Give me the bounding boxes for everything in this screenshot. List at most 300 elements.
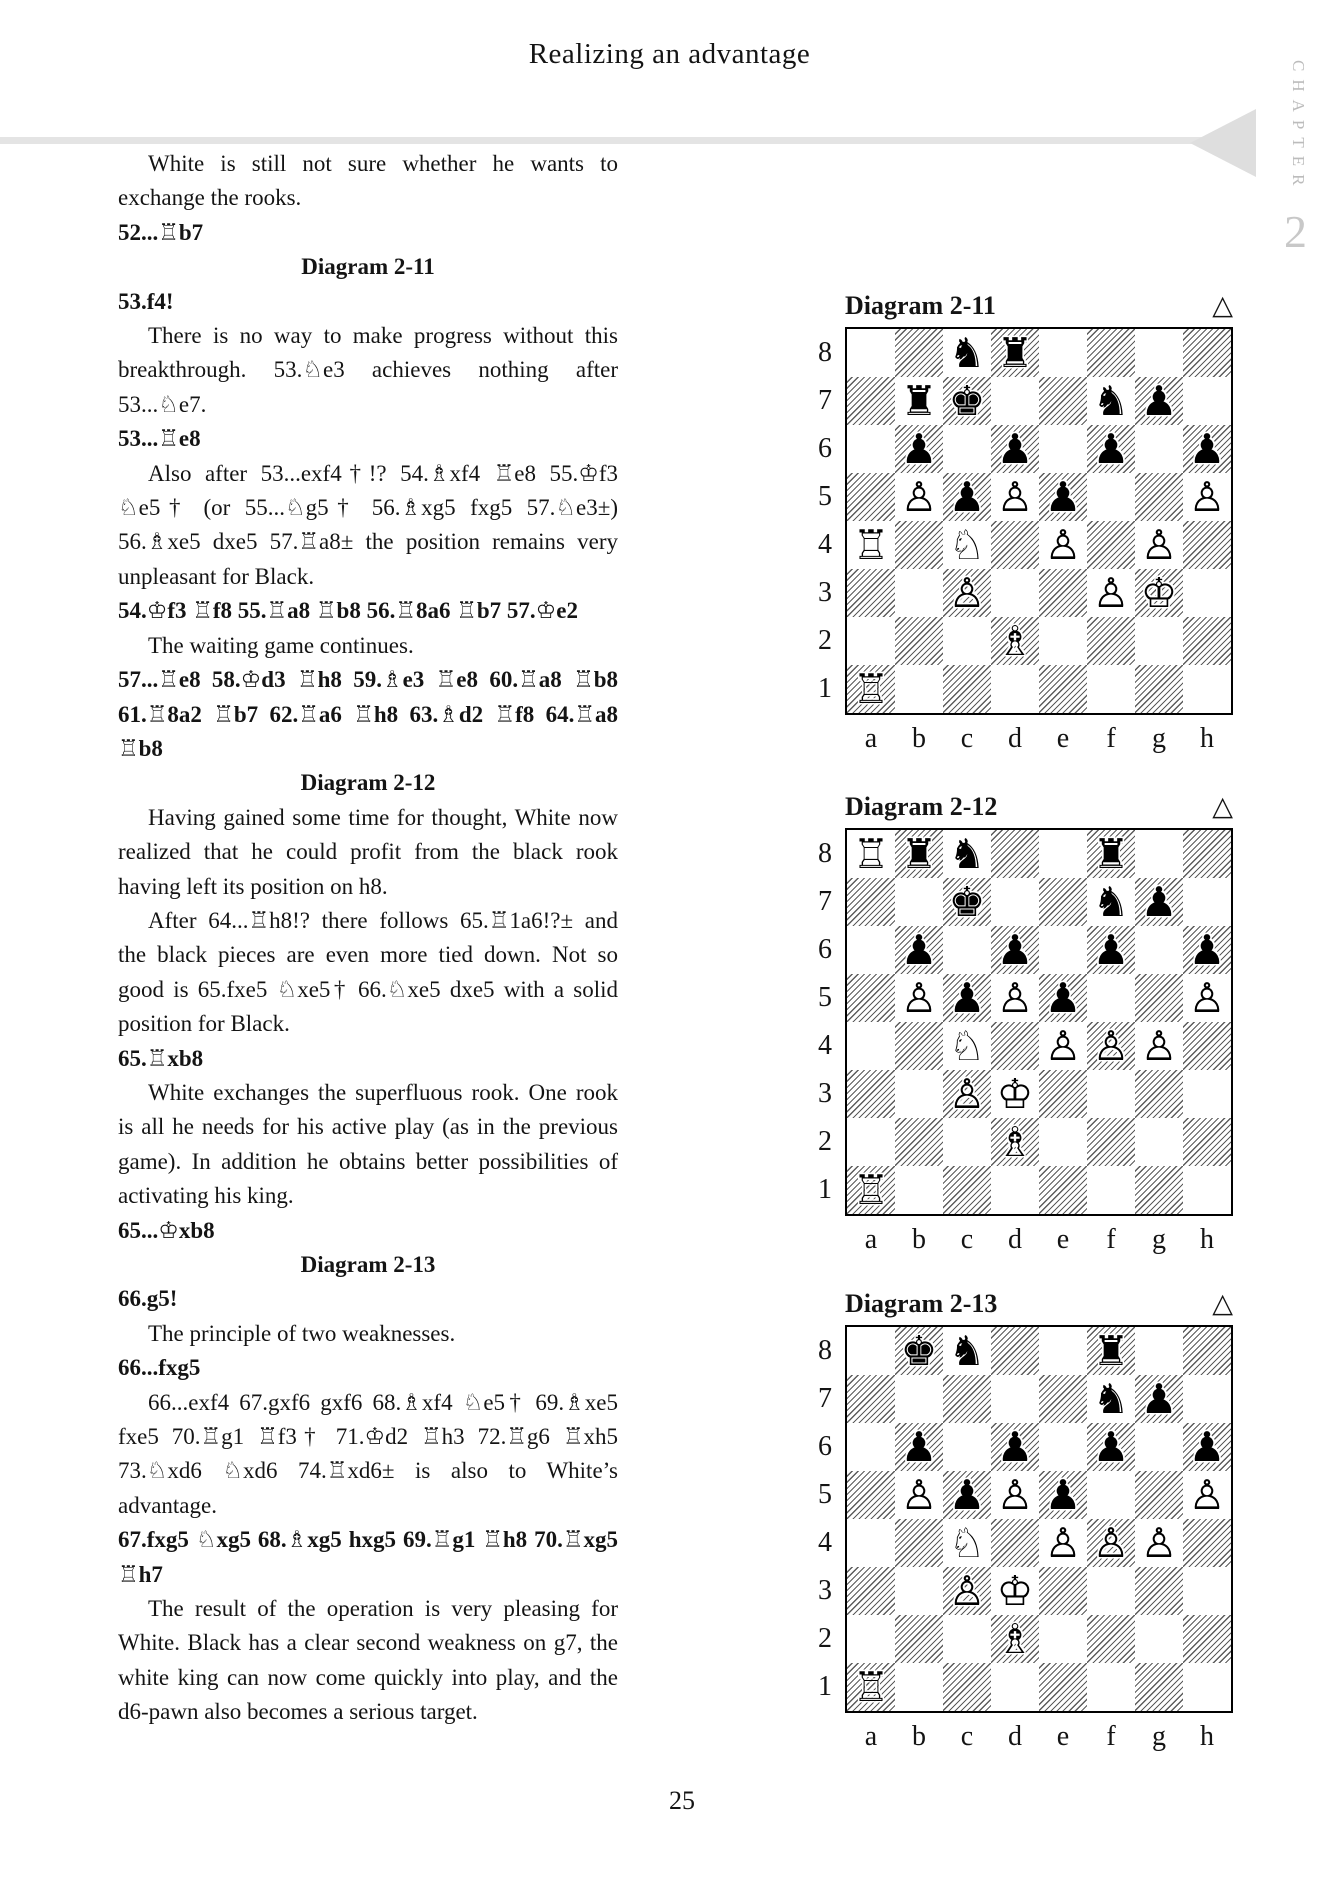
square-g6	[1135, 1423, 1183, 1471]
page-number: 25	[669, 1786, 695, 1815]
square-f1	[1087, 665, 1135, 713]
square-g5	[1135, 473, 1183, 521]
square-h6	[1183, 425, 1231, 473]
square-d4	[991, 1022, 1039, 1070]
square-h6	[1183, 1423, 1231, 1471]
square-b4	[895, 1022, 943, 1070]
white-rook-icon: ♖	[852, 1165, 890, 1214]
square-h2	[1183, 1615, 1231, 1663]
square-e2	[1039, 1118, 1087, 1166]
move-line: 53.f4!	[118, 288, 174, 314]
file-label: f	[1106, 723, 1116, 754]
paragraph: White is still not sure whether he wants to exchange the rooks.	[118, 151, 618, 211]
black-pawn-icon: ♟	[1140, 376, 1178, 425]
square-b2	[895, 1615, 943, 1663]
square-c3	[943, 1070, 991, 1118]
square-d2	[991, 617, 1039, 665]
black-pawn-icon: ♟	[900, 1422, 938, 1471]
square-h4	[1183, 521, 1231, 569]
square-e8	[1039, 1327, 1087, 1375]
square-b8	[895, 830, 943, 878]
black-pawn-icon: ♟	[1140, 1374, 1178, 1423]
file-label: c	[960, 723, 974, 754]
square-a3	[847, 1070, 895, 1118]
square-a2	[847, 1118, 895, 1166]
square-b5	[895, 1471, 943, 1519]
square-b6	[895, 425, 943, 473]
square-b8	[895, 329, 943, 377]
rank-labels	[811, 329, 839, 713]
square-c7	[943, 377, 991, 425]
square-g6	[1135, 926, 1183, 974]
square-e2	[1039, 1615, 1087, 1663]
square-g4	[1135, 1022, 1183, 1070]
square-g8	[1135, 329, 1183, 377]
square-h3	[1183, 1567, 1231, 1615]
paragraph: Having gained some time for thought, White now realized that he could profit from the black rook having left its position on h8.	[118, 804, 618, 899]
white-rook-icon: ♖	[852, 520, 890, 569]
square-e7	[1039, 377, 1087, 425]
square-f2	[1087, 1615, 1135, 1663]
square-h1	[1183, 1166, 1231, 1214]
file-label: e	[1056, 723, 1070, 754]
square-e7	[1039, 1375, 1087, 1423]
black-pawn-icon: ♟	[948, 973, 986, 1022]
page-header-title: Realizing an advantage	[528, 38, 811, 70]
black-knight-icon: ♞	[948, 328, 986, 377]
square-e6	[1039, 1423, 1087, 1471]
chess-diagram	[818, 784, 1233, 1256]
rank-label: 1	[818, 1174, 832, 1205]
black-king-icon: ♚	[948, 376, 986, 425]
square-b4	[895, 521, 943, 569]
square-c1	[943, 1663, 991, 1711]
file-label: h	[1200, 1224, 1214, 1255]
rank-labels	[811, 1327, 839, 1711]
white-knight-icon: ♘	[948, 1518, 986, 1567]
diagram-header	[845, 283, 1233, 321]
square-e4	[1039, 521, 1087, 569]
square-a5	[847, 1471, 895, 1519]
square-c4	[943, 1519, 991, 1567]
white-pawn-icon: ♙	[1140, 520, 1178, 569]
square-a6	[847, 926, 895, 974]
square-c7	[943, 1375, 991, 1423]
board-wrap	[818, 327, 1233, 755]
rank-label: 8	[818, 1335, 832, 1366]
rank-label: 1	[818, 673, 832, 704]
move-line: 65.♖xb8	[118, 1045, 204, 1071]
black-king-icon: ♚	[948, 877, 986, 926]
square-a1	[847, 1166, 895, 1214]
square-c8	[943, 1327, 991, 1375]
square-c7	[943, 878, 991, 926]
file-label: e	[1056, 1224, 1070, 1255]
square-a6	[847, 1423, 895, 1471]
square-d6	[991, 926, 1039, 974]
square-a3	[847, 1567, 895, 1615]
square-d4	[991, 521, 1039, 569]
square-g3	[1135, 1567, 1183, 1615]
square-h5	[1183, 1471, 1231, 1519]
square-a5	[847, 974, 895, 1022]
square-g7	[1135, 377, 1183, 425]
square-f6	[1087, 425, 1135, 473]
white-pawn-icon: ♙	[948, 568, 986, 617]
square-e1	[1039, 665, 1087, 713]
square-a6	[847, 425, 895, 473]
square-g8	[1135, 1327, 1183, 1375]
file-label: g	[1152, 1721, 1166, 1752]
black-king-icon: ♚	[900, 1326, 938, 1375]
paragraph: The waiting game continues.	[148, 632, 414, 658]
square-f3	[1087, 569, 1135, 617]
white-pawn-icon: ♙	[1188, 1470, 1226, 1519]
square-d3	[991, 1567, 1039, 1615]
square-d1	[991, 1663, 1039, 1711]
square-g5	[1135, 974, 1183, 1022]
file-label: g	[1152, 1224, 1166, 1255]
square-a7	[847, 878, 895, 926]
rank-label: 1	[818, 1671, 832, 1702]
chapter-arrow-icon	[1190, 109, 1256, 177]
white-pawn-icon: ♙	[900, 1470, 938, 1519]
square-c1	[943, 1166, 991, 1214]
black-pawn-icon: ♟	[1140, 877, 1178, 926]
square-c6	[943, 425, 991, 473]
square-f3	[1087, 1070, 1135, 1118]
square-e3	[1039, 1567, 1087, 1615]
rank-label: 2	[818, 625, 832, 656]
square-a1	[847, 665, 895, 713]
diagram-caption: Diagram 2-13	[300, 1252, 436, 1277]
white-to-move-icon: △	[1212, 290, 1233, 322]
move-line: 66...fxg5	[118, 1355, 201, 1381]
white-king-icon: ♔	[996, 1566, 1034, 1615]
square-a2	[847, 617, 895, 665]
rank-label: 2	[818, 1623, 832, 1654]
rank-label: 7	[818, 1383, 832, 1414]
black-pawn-icon: ♟	[1044, 973, 1082, 1022]
square-h6	[1183, 926, 1231, 974]
square-f1	[1087, 1166, 1135, 1214]
rank-label: 3	[818, 1078, 832, 1109]
white-pawn-icon: ♙	[1092, 1021, 1130, 1070]
white-bishop-icon: ♗	[996, 1117, 1034, 1166]
square-c3	[943, 1567, 991, 1615]
square-h5	[1183, 473, 1231, 521]
square-f7	[1087, 878, 1135, 926]
rank-label: 7	[818, 385, 832, 416]
diagram-title: Diagram 2-13	[845, 1289, 998, 1318]
square-a4	[847, 521, 895, 569]
paragraph: After 64...♖h8!? there follows 65.♖1a6!?± and the black pieces are even more tied down. Not so good is 65.fxe5 ♘xe5† 66.♘xe5 dxe5 with a solid position for Black.	[118, 907, 618, 1037]
paragraph: White exchanges the superfluous rook. One rook is all he needs for his active play (as in the previous game). In addition he obtains better possibilities of activating his king.	[118, 1079, 618, 1209]
file-label: d	[1008, 1224, 1022, 1255]
square-a1	[847, 1663, 895, 1711]
square-h1	[1183, 665, 1231, 713]
white-pawn-icon: ♙	[996, 472, 1034, 521]
square-b3	[895, 1070, 943, 1118]
chess-diagram	[818, 283, 1233, 755]
rank-labels	[811, 830, 839, 1214]
square-g1	[1135, 1663, 1183, 1711]
square-b4	[895, 1519, 943, 1567]
square-b2	[895, 617, 943, 665]
square-b5	[895, 974, 943, 1022]
move-line: 66.g5!	[118, 1286, 178, 1312]
move-line: 65...♔xb8	[118, 1217, 215, 1243]
square-d8	[991, 830, 1039, 878]
square-c4	[943, 521, 991, 569]
square-h1	[1183, 1663, 1231, 1711]
square-f4	[1087, 1519, 1135, 1567]
square-e8	[1039, 329, 1087, 377]
black-pawn-icon: ♟	[1044, 1470, 1082, 1519]
square-c5	[943, 473, 991, 521]
white-pawn-icon: ♙	[1044, 520, 1082, 569]
rank-label: 8	[818, 838, 832, 869]
square-h2	[1183, 1118, 1231, 1166]
black-rook-icon: ♜	[900, 376, 938, 425]
black-pawn-icon: ♟	[948, 472, 986, 521]
square-d7	[991, 377, 1039, 425]
square-d2	[991, 1118, 1039, 1166]
square-b3	[895, 1567, 943, 1615]
rank-label: 6	[818, 934, 832, 965]
square-h8	[1183, 329, 1231, 377]
square-h3	[1183, 1070, 1231, 1118]
black-knight-icon: ♞	[1092, 376, 1130, 425]
white-pawn-icon: ♙	[948, 1069, 986, 1118]
file-label: a	[864, 723, 878, 754]
white-bishop-icon: ♗	[996, 1614, 1034, 1663]
paragraph: Also after 53...exf4†!? 54.♗xf4 ♖e8 55.♔f3 ♘e5† (or 55...♘g5† 56.♗xg5 fxg5 57.♘e3±) 56.♗xe5 dxe5 57.♖a8± the position remains very unpleasant for Black.	[118, 460, 618, 589]
square-e2	[1039, 617, 1087, 665]
square-b1	[895, 1166, 943, 1214]
file-label: a	[864, 1224, 878, 1255]
square-c5	[943, 1471, 991, 1519]
white-bishop-icon: ♗	[996, 616, 1034, 665]
board-wrap	[818, 828, 1233, 1256]
square-d6	[991, 1423, 1039, 1471]
rank-label: 7	[818, 886, 832, 917]
square-f8	[1087, 830, 1135, 878]
square-c4	[943, 1022, 991, 1070]
rank-label: 6	[818, 1431, 832, 1462]
black-rook-icon: ♜	[996, 328, 1034, 377]
black-rook-icon: ♜	[1092, 1326, 1130, 1375]
square-e3	[1039, 1070, 1087, 1118]
black-pawn-icon: ♟	[1188, 925, 1226, 974]
black-pawn-icon: ♟	[948, 1470, 986, 1519]
rank-label: 6	[818, 433, 832, 464]
square-d4	[991, 1519, 1039, 1567]
square-g2	[1135, 1118, 1183, 1166]
black-pawn-icon: ♟	[900, 925, 938, 974]
white-pawn-icon: ♙	[948, 1566, 986, 1615]
square-c8	[943, 830, 991, 878]
square-f5	[1087, 974, 1135, 1022]
square-a2	[847, 1615, 895, 1663]
white-pawn-icon: ♙	[900, 973, 938, 1022]
move-line: 54.♔f3 ♖f8 55.♖a8 ♖b8 56.♖8a6 ♖b7 57.♔e2	[118, 598, 578, 624]
square-e7	[1039, 878, 1087, 926]
square-b5	[895, 473, 943, 521]
square-f1	[1087, 1663, 1135, 1711]
white-rook-icon: ♖	[852, 829, 890, 878]
square-c6	[943, 926, 991, 974]
paragraph: 66...exf4 67.gxf6 gxf6 68.♗xf4 ♘e5† 69.♗xe5 fxe5 70.♖g1 ♖f3† 71.♔d2 ♖h3 72.♖g6 ♖xh5 73.♘xd6 ♘xd6 74.♖xd6± is also to White’s advantage.	[118, 1389, 618, 1518]
square-f3	[1087, 1567, 1135, 1615]
square-h7	[1183, 878, 1231, 926]
square-g1	[1135, 1166, 1183, 1214]
white-pawn-icon: ♙	[1188, 973, 1226, 1022]
black-pawn-icon: ♟	[1092, 1422, 1130, 1471]
square-a4	[847, 1519, 895, 1567]
white-to-move-icon: △	[1212, 791, 1233, 823]
file-labels	[847, 1224, 1231, 1256]
square-b7	[895, 1375, 943, 1423]
square-f6	[1087, 1423, 1135, 1471]
file-label: g	[1152, 723, 1166, 754]
rank-label: 2	[818, 1126, 832, 1157]
square-b1	[895, 665, 943, 713]
square-h4	[1183, 1519, 1231, 1567]
black-knight-icon: ♞	[1092, 877, 1130, 926]
square-e4	[1039, 1519, 1087, 1567]
white-pawn-icon: ♙	[1092, 1518, 1130, 1567]
rank-label: 8	[818, 337, 832, 368]
square-e5	[1039, 473, 1087, 521]
square-b2	[895, 1118, 943, 1166]
white-king-icon: ♔	[996, 1069, 1034, 1118]
square-f6	[1087, 926, 1135, 974]
square-a8	[847, 329, 895, 377]
square-d3	[991, 1070, 1039, 1118]
white-pawn-icon: ♙	[1044, 1021, 1082, 1070]
black-pawn-icon: ♟	[1092, 925, 1130, 974]
square-f4	[1087, 521, 1135, 569]
file-label: b	[912, 1224, 926, 1255]
white-pawn-icon: ♙	[900, 472, 938, 521]
square-b7	[895, 377, 943, 425]
rank-label: 4	[818, 1030, 832, 1061]
square-h2	[1183, 617, 1231, 665]
square-e6	[1039, 425, 1087, 473]
square-d3	[991, 569, 1039, 617]
square-b6	[895, 1423, 943, 1471]
diagram-title: Diagram 2-12	[845, 792, 998, 821]
white-pawn-icon: ♙	[1044, 1518, 1082, 1567]
square-h3	[1183, 569, 1231, 617]
square-e5	[1039, 1471, 1087, 1519]
square-h7	[1183, 377, 1231, 425]
diagram-header	[845, 784, 1233, 822]
square-f8	[1087, 1327, 1135, 1375]
square-f4	[1087, 1022, 1135, 1070]
square-a5	[847, 473, 895, 521]
rank-label: 4	[818, 1527, 832, 1558]
square-c2	[943, 1118, 991, 1166]
white-pawn-icon: ♙	[1188, 472, 1226, 521]
file-label: c	[960, 1224, 974, 1255]
text-column	[118, 147, 618, 1730]
black-pawn-icon: ♟	[1092, 424, 1130, 473]
square-f8	[1087, 329, 1135, 377]
move-line: 52...♖b7	[118, 219, 204, 245]
square-c6	[943, 1423, 991, 1471]
square-d5	[991, 1471, 1039, 1519]
diagram-caption: Diagram 2-11	[301, 254, 435, 280]
square-g7	[1135, 878, 1183, 926]
board-wrap	[818, 1325, 1233, 1753]
square-g7	[1135, 1375, 1183, 1423]
square-g3	[1135, 1070, 1183, 1118]
square-a8	[847, 830, 895, 878]
move-line: 57...♖e8 58.♔d3 ♖h8 59.♗e3 ♖e8 60.♖a8 ♖b8 61.♖8a2 ♖b7 62.♖a6 ♖h8 63.♗d2 ♖f8 64.♖a8 ♖b8	[118, 667, 618, 761]
white-pawn-icon: ♙	[1092, 568, 1130, 617]
file-labels	[847, 1721, 1231, 1753]
rank-label: 5	[818, 1479, 832, 1510]
square-c1	[943, 665, 991, 713]
square-b6	[895, 926, 943, 974]
chess-board	[845, 1325, 1233, 1713]
file-label: d	[1008, 723, 1022, 754]
square-a7	[847, 1375, 895, 1423]
square-c5	[943, 974, 991, 1022]
square-g4	[1135, 521, 1183, 569]
square-a3	[847, 569, 895, 617]
square-e5	[1039, 974, 1087, 1022]
square-d8	[991, 1327, 1039, 1375]
square-d6	[991, 425, 1039, 473]
paragraph: There is no way to make progress without this breakthrough. 53.♘e3 achieves nothing after 53...♘e7.	[118, 323, 618, 417]
square-c8	[943, 329, 991, 377]
rank-label: 5	[818, 982, 832, 1013]
square-g2	[1135, 617, 1183, 665]
square-e4	[1039, 1022, 1087, 1070]
square-b1	[895, 1663, 943, 1711]
black-rook-icon: ♜	[1092, 829, 1130, 878]
square-d8	[991, 329, 1039, 377]
black-pawn-icon: ♟	[996, 925, 1034, 974]
file-label: h	[1200, 1721, 1214, 1752]
paragraph: The result of the operation is very pleasing for White. Black has a clear second weakness on g7, the white king can now come quickly into play, and the d6-pawn also becomes a serious target.	[118, 1596, 618, 1725]
chess-diagram	[818, 1281, 1233, 1753]
square-h7	[1183, 1375, 1231, 1423]
file-label: b	[912, 723, 926, 754]
white-pawn-icon: ♙	[996, 1470, 1034, 1519]
square-b8	[895, 1327, 943, 1375]
square-c2	[943, 617, 991, 665]
chapter-number: 2	[1284, 206, 1307, 257]
square-e6	[1039, 926, 1087, 974]
square-g4	[1135, 1519, 1183, 1567]
square-h8	[1183, 1327, 1231, 1375]
header-rule-bar	[0, 137, 1238, 144]
black-pawn-icon: ♟	[996, 424, 1034, 473]
square-e8	[1039, 830, 1087, 878]
square-e1	[1039, 1166, 1087, 1214]
chess-board	[845, 327, 1233, 715]
square-a8	[847, 1327, 895, 1375]
black-pawn-icon: ♟	[1188, 424, 1226, 473]
diagram-header	[845, 1281, 1233, 1319]
square-f2	[1087, 1118, 1135, 1166]
diagram-title: Diagram 2-11	[845, 291, 996, 320]
black-knight-icon: ♞	[948, 829, 986, 878]
